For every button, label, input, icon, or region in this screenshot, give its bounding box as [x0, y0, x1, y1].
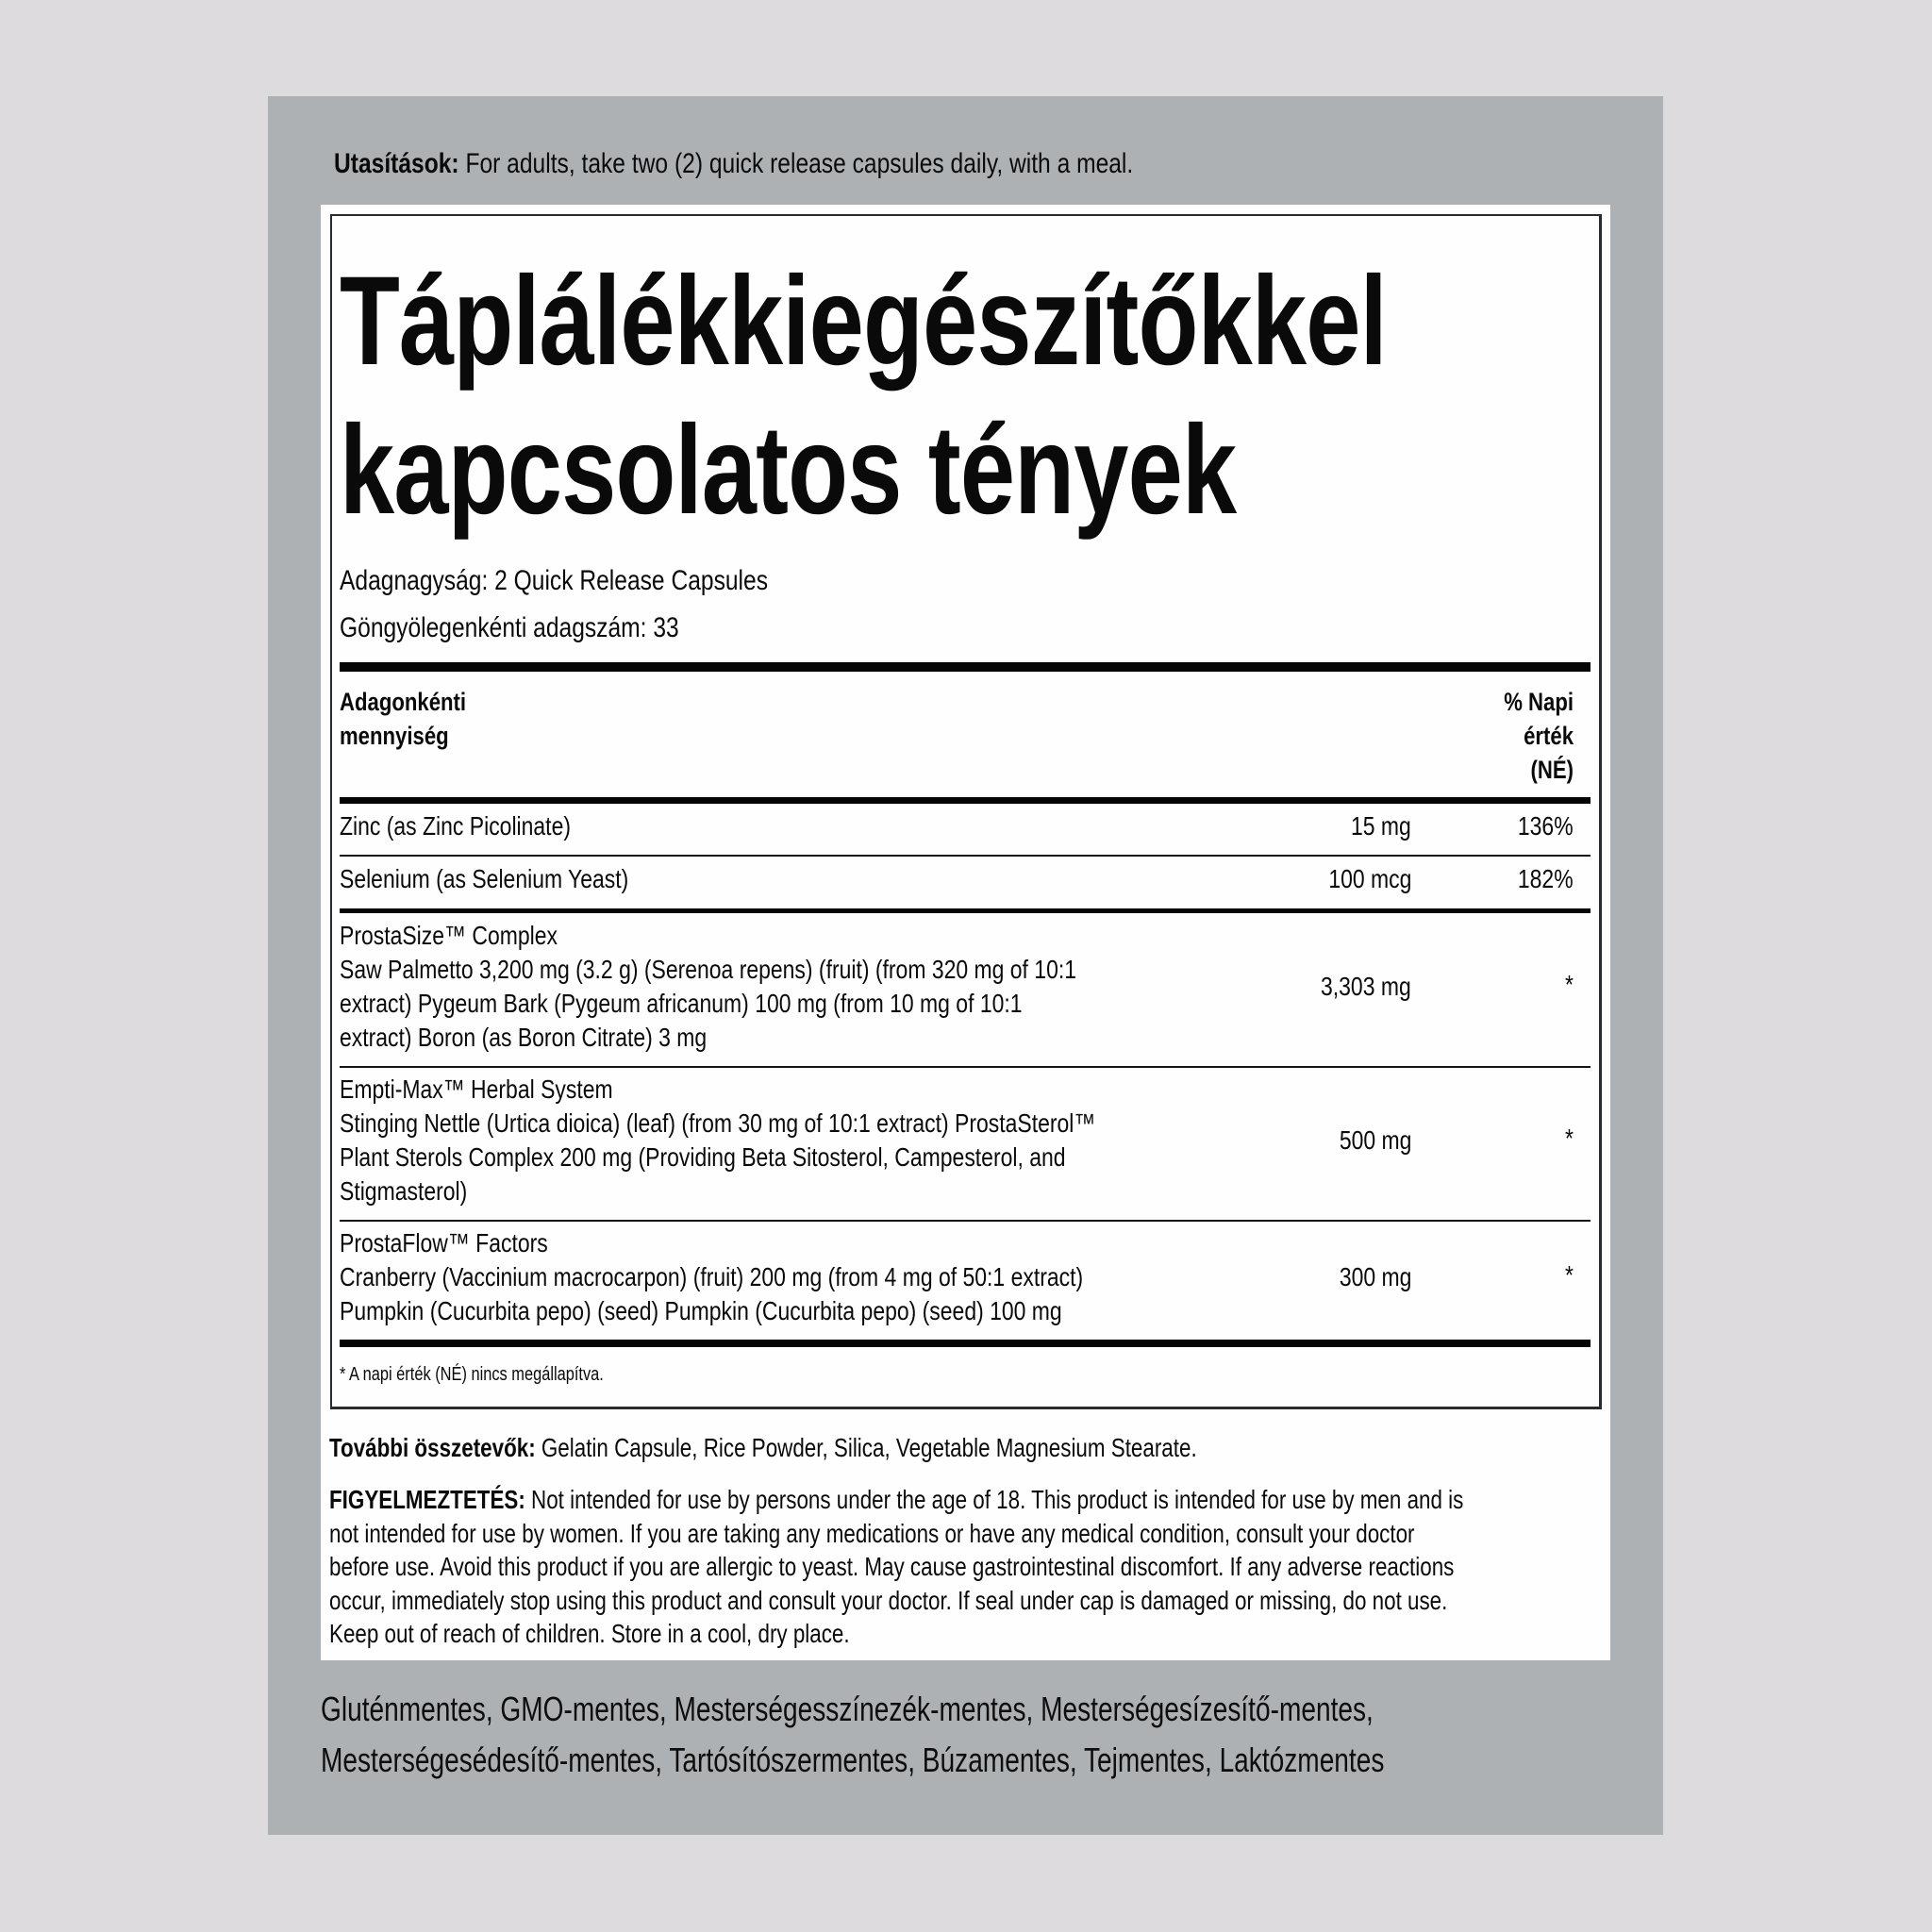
other-ingredients-text: Gelatin Capsule, Rice Powder, Silica, Vegetable Magnesium Stearate.: [535, 1433, 1197, 1462]
serving-size: Adagnagyság: 2 Quick Release Capsules: [340, 565, 769, 596]
table-row-amount: 100 mcg: [1327, 864, 1411, 893]
divider-medium: [340, 908, 1591, 913]
table-row-dv: *: [1565, 1260, 1574, 1290]
divider-thick: [340, 662, 1591, 672]
page-title: [340, 247, 1387, 545]
directions: [334, 143, 1133, 185]
table-row-dv: 136%: [1518, 811, 1574, 841]
header-dv-line3: (NÉ): [1530, 756, 1574, 784]
divider-thin: [340, 1220, 1591, 1222]
table-row-name: ProstaFlow™ Factors Cranberry (Vaccinium macrocarpon) (fruit) 200 mg (from 4 mg of 50:1 extract) Pumpkin (Cucurbita pepo) (seed) Pumpkin (Cucurbita pepo) (seed) 100 mg: [340, 1228, 1084, 1325]
table-row-name: Zinc (as Zinc Picolinate): [340, 811, 571, 841]
table-row-name: ProstaSize™ Complex Saw Palmetto 3,200 mg (3.2 g) (Serenoa repens) (fruit) (from 320 mg of 10:1 extract) Pygeum Bark (Pygeum africanum) 100 mg (from 10 mg of 10:1 extract) Boron (as Boron Citrate) 3 mg: [340, 921, 1076, 1052]
servings-per-container: Göngyölegenkénti adagszám: 33: [340, 612, 679, 643]
header-amount-line2: mennyiség: [340, 722, 449, 750]
directions-label: Utasítások:: [334, 148, 459, 179]
warning-label: FIGYELMEZTETÉS:: [329, 1485, 525, 1514]
other-ingredients-label: További összetevők:: [329, 1433, 536, 1462]
divider-thin: [340, 855, 1591, 857]
table-row-name: Selenium (as Selenium Yeast): [340, 864, 629, 893]
directions-text: For adults, take two (2) quick release capsules daily, with a meal.: [458, 148, 1134, 179]
divider-thick: [340, 797, 1591, 804]
header-dv-line1: % Napi: [1504, 688, 1574, 716]
table-row-amount: 15 mg: [1351, 811, 1411, 841]
table-row-amount: 300 mg: [1339, 1262, 1411, 1291]
daily-value-header: [1504, 685, 1574, 787]
table-row-name: Empti-Max™ Herbal System Stinging Nettle (Urtica dioica) (leaf) (from 30 mg of 10:1 extract) ProstaSterol™ Plant Sterols Complex 200 mg (Providing Beta Sitosterol, Campesterol, and Stigmasterol): [340, 1074, 1096, 1206]
table-row-amount: 3,303 mg: [1321, 972, 1411, 1001]
table-row-dv: 182%: [1518, 864, 1574, 893]
title-line-2: kapcsolatos tények: [340, 400, 1237, 541]
table-row-dv: *: [1565, 1124, 1574, 1153]
title-line-1: Táplálékkiegészítőkkel: [340, 251, 1387, 391]
free-from-line1: Gluténmentes, GMO-mentes, Mesterségesszínezék-mentes, Mesterségesízesítő-mentes,: [321, 1690, 1374, 1728]
table-row-dv: *: [1565, 970, 1574, 999]
divider-thin: [340, 1066, 1591, 1068]
divider-thick: [340, 1340, 1591, 1347]
header-dv-line2: érték: [1524, 722, 1574, 750]
warning: FIGYELMEZTETÉS: Not intended for use by persons under the age of 18. This product is intended for use by men and is not intended for use by women. If you are taking any medications or have any medical condition, consult your doctor before use. Avoid this product if you are allergic to yeast. May cause gastrointestinal discomfort. If any adverse reactions occur, immediately stop using this product and consult your doctor. If seal under cap is damaged or missing, do not use. Keep out of reach of children. Store in a cool, dry place.: [329, 1485, 1464, 1648]
free-from-line2: Mesterségesédesítő-mentes, Tartósítószermentes, Búzamentes, Tejmentes, Laktózmentes: [321, 1740, 1385, 1779]
other-ingredients: [329, 1431, 1574, 1465]
amount-per-serving-header: [340, 685, 466, 753]
table-row-amount: 500 mg: [1339, 1125, 1411, 1155]
free-from-claims: [321, 1684, 1719, 1786]
footnote: * A napi érték (NÉ) nincs megállapítva.: [340, 1364, 604, 1385]
header-amount-line1: Adagonkénti: [340, 688, 467, 716]
